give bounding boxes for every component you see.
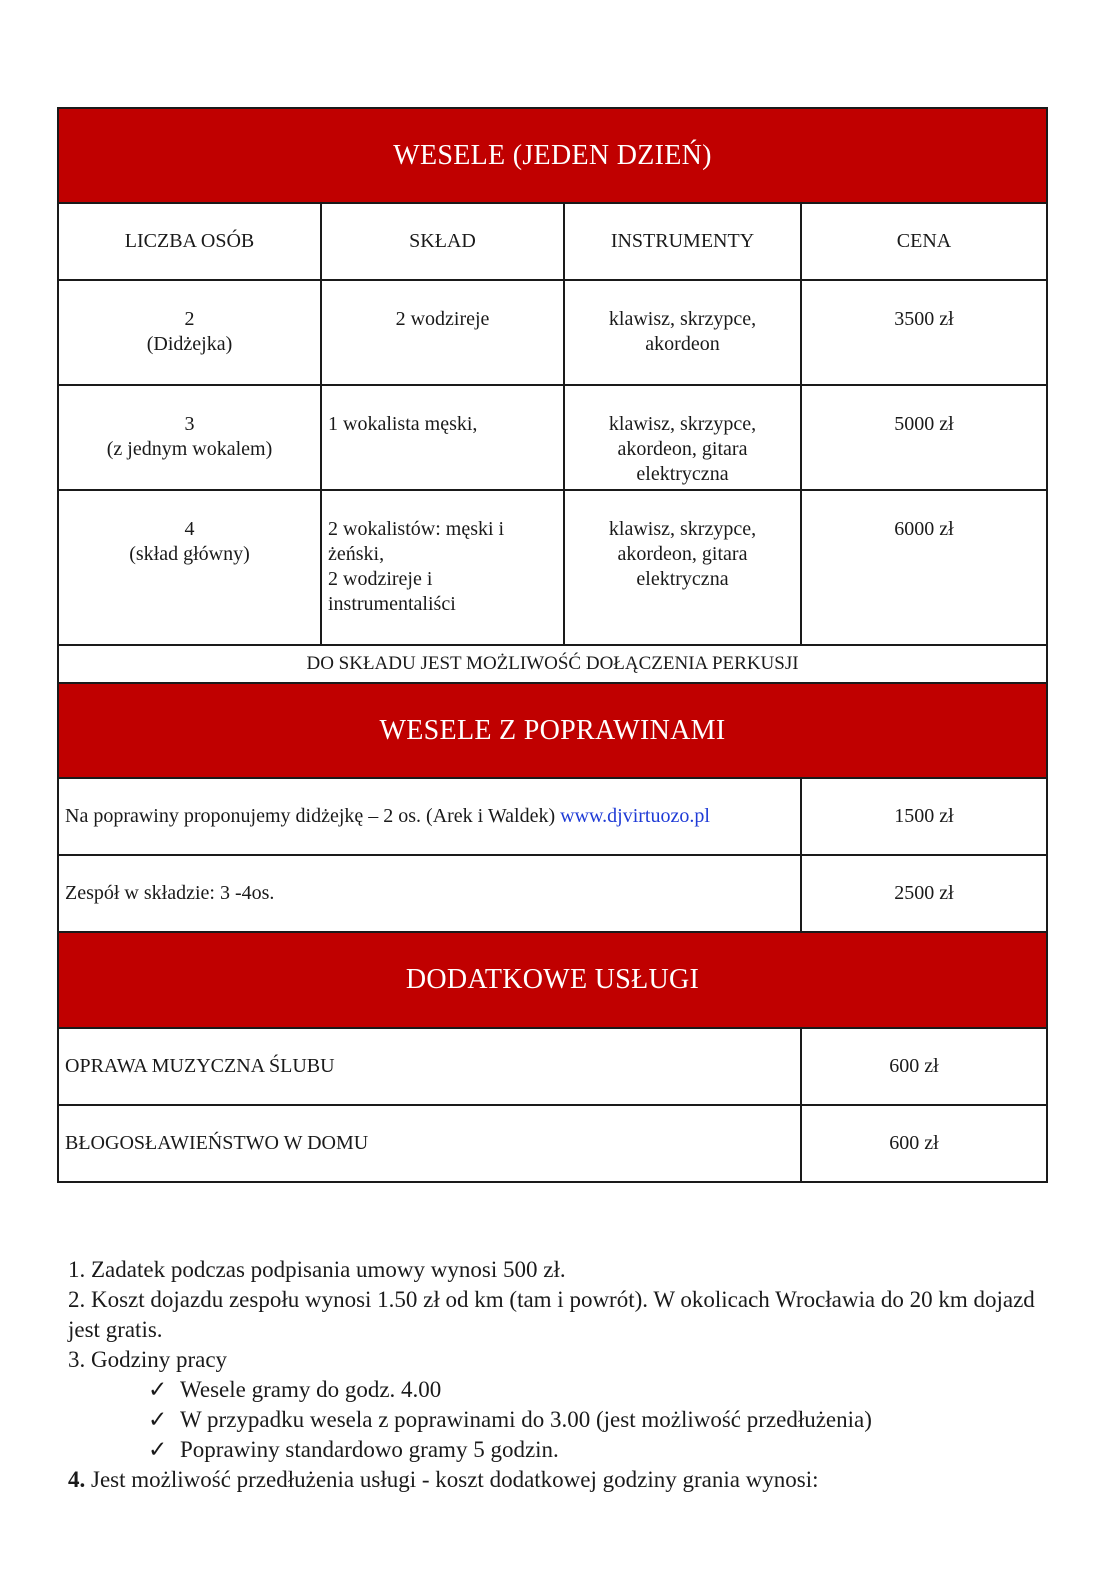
- persons-cell: [58, 490, 321, 645]
- checkmark-icon: ✓: [148, 1377, 168, 1402]
- persons-note: (skład główny): [129, 543, 250, 565]
- percussion-note: DO SKŁADU JEST MOŻLIWOŚĆ DOŁĄCZENIA PERKUSJI: [58, 645, 1047, 683]
- instruments-line: klawisz, skrzypce,: [608, 308, 757, 330]
- price-cell: 600 zł: [801, 1028, 1047, 1105]
- instruments-cell: [564, 385, 801, 490]
- price-cell: 5000 zł: [801, 385, 1047, 490]
- service-text: Na poprawiny proponujemy didżejkę – 2 os. (Arek i Waldek): [65, 805, 561, 827]
- section-title-wedding-after-party: WESELE Z POPRAWINAMI: [58, 683, 1047, 778]
- table-row: [58, 280, 1047, 385]
- table-row: [58, 855, 1047, 932]
- persons-count: 3: [184, 413, 195, 435]
- checkmark-icon: ✓: [148, 1437, 168, 1462]
- instruments-line: klawisz, skrzypce,: [608, 413, 757, 435]
- price-cell: 6000 zł: [801, 490, 1047, 645]
- instruments-line: akordeon, gitara: [617, 543, 748, 565]
- persons-cell: [58, 280, 321, 385]
- persons-cell: [58, 385, 321, 490]
- service-description: [58, 778, 801, 855]
- checkmark-icon: ✓: [148, 1407, 168, 1432]
- section-title-wedding: WESELE (JEDEN DZIEŃ): [58, 108, 1047, 203]
- list-item-text: W przypadku wesela z poprawinami do 3.00 (jest możliwość przedłużenia): [180, 1407, 872, 1432]
- instruments-line: elektryczna: [636, 568, 729, 590]
- persons-note: (z jednym wokalem): [106, 438, 273, 460]
- table-row: [58, 490, 1047, 645]
- terms-notes: [68, 1255, 1058, 1495]
- header-instruments: INSTRUMENTY: [564, 203, 801, 280]
- note-extension: [68, 1465, 1058, 1495]
- header-lineup: SKŁAD: [321, 203, 564, 280]
- list-item-text: Wesele gramy do godz. 4.00: [180, 1377, 442, 1402]
- lineup-line: 2 wokalistów: męski i: [328, 518, 505, 540]
- service-description: BŁOGOSŁAWIEŃSTWO W DOMU: [58, 1105, 801, 1182]
- lineup-cell: [321, 385, 564, 490]
- instruments-line: klawisz, skrzypce,: [608, 518, 757, 540]
- table-row: [58, 385, 1047, 490]
- persons-count: 2: [184, 308, 195, 330]
- price-cell: 3500 zł: [801, 280, 1047, 385]
- header-persons: LICZBA OSÓB: [58, 203, 321, 280]
- price-cell: 1500 zł: [801, 778, 1047, 855]
- lineup-cell: [321, 280, 564, 385]
- persons-note: (Didżejka): [146, 333, 233, 355]
- instruments-cell: [564, 280, 801, 385]
- header-price: CENA: [801, 203, 1047, 280]
- price-cell: 600 zł: [801, 1105, 1047, 1182]
- lineup-line: 2 wodzireje: [395, 308, 490, 330]
- list-item: [148, 1405, 1058, 1435]
- lineup-cell: [321, 490, 564, 645]
- persons-count: 4: [184, 518, 195, 540]
- note-travel-cost: 2. Koszt dojazdu zespołu wynosi 1.50 zł od km (tam i powrót). W okolicach Wrocławia do 20 km dojazd jest gratis.: [68, 1287, 1035, 1342]
- service-description: OPRAWA MUZYCZNA ŚLUBU: [58, 1028, 801, 1105]
- note-deposit: 1. Zadatek podczas podpisania umowy wynosi 500 zł.: [68, 1257, 566, 1282]
- instruments-line: akordeon, gitara: [617, 438, 748, 460]
- note-number: 4.: [68, 1467, 86, 1492]
- lineup-line: instrumentaliści: [328, 593, 456, 615]
- table-row: [58, 778, 1047, 855]
- service-description: Zespół w składzie: 3 -4os.: [58, 855, 801, 932]
- list-item-text: Poprawiny standardowo gramy 5 godzin.: [180, 1437, 559, 1462]
- note-extension-text: Jest możliwość przedłużenia usługi - koszt dodatkowej godziny grania wynosi:: [85, 1467, 819, 1492]
- table-row: [58, 1105, 1047, 1182]
- note-working-hours: 3. Godziny pracy: [68, 1347, 228, 1372]
- lineup-line: 1 wokalista męski,: [328, 413, 478, 435]
- list-item: [148, 1435, 1058, 1465]
- lineup-line: żeński,: [328, 543, 385, 565]
- list-item: [148, 1375, 1058, 1405]
- instruments-cell: [564, 490, 801, 645]
- instruments-line: akordeon: [645, 333, 720, 355]
- price-cell: 2500 zł: [801, 855, 1047, 932]
- website-link[interactable]: www.djvirtuozo.pl: [560, 805, 710, 827]
- pricing-table: [57, 107, 1048, 1183]
- working-hours-list: [68, 1375, 1058, 1465]
- lineup-line: 2 wodzireje i: [328, 568, 433, 590]
- table-row: [58, 1028, 1047, 1105]
- instruments-line: elektryczna: [636, 463, 729, 485]
- section-title-additional-services: DODATKOWE USŁUGI: [58, 932, 1047, 1028]
